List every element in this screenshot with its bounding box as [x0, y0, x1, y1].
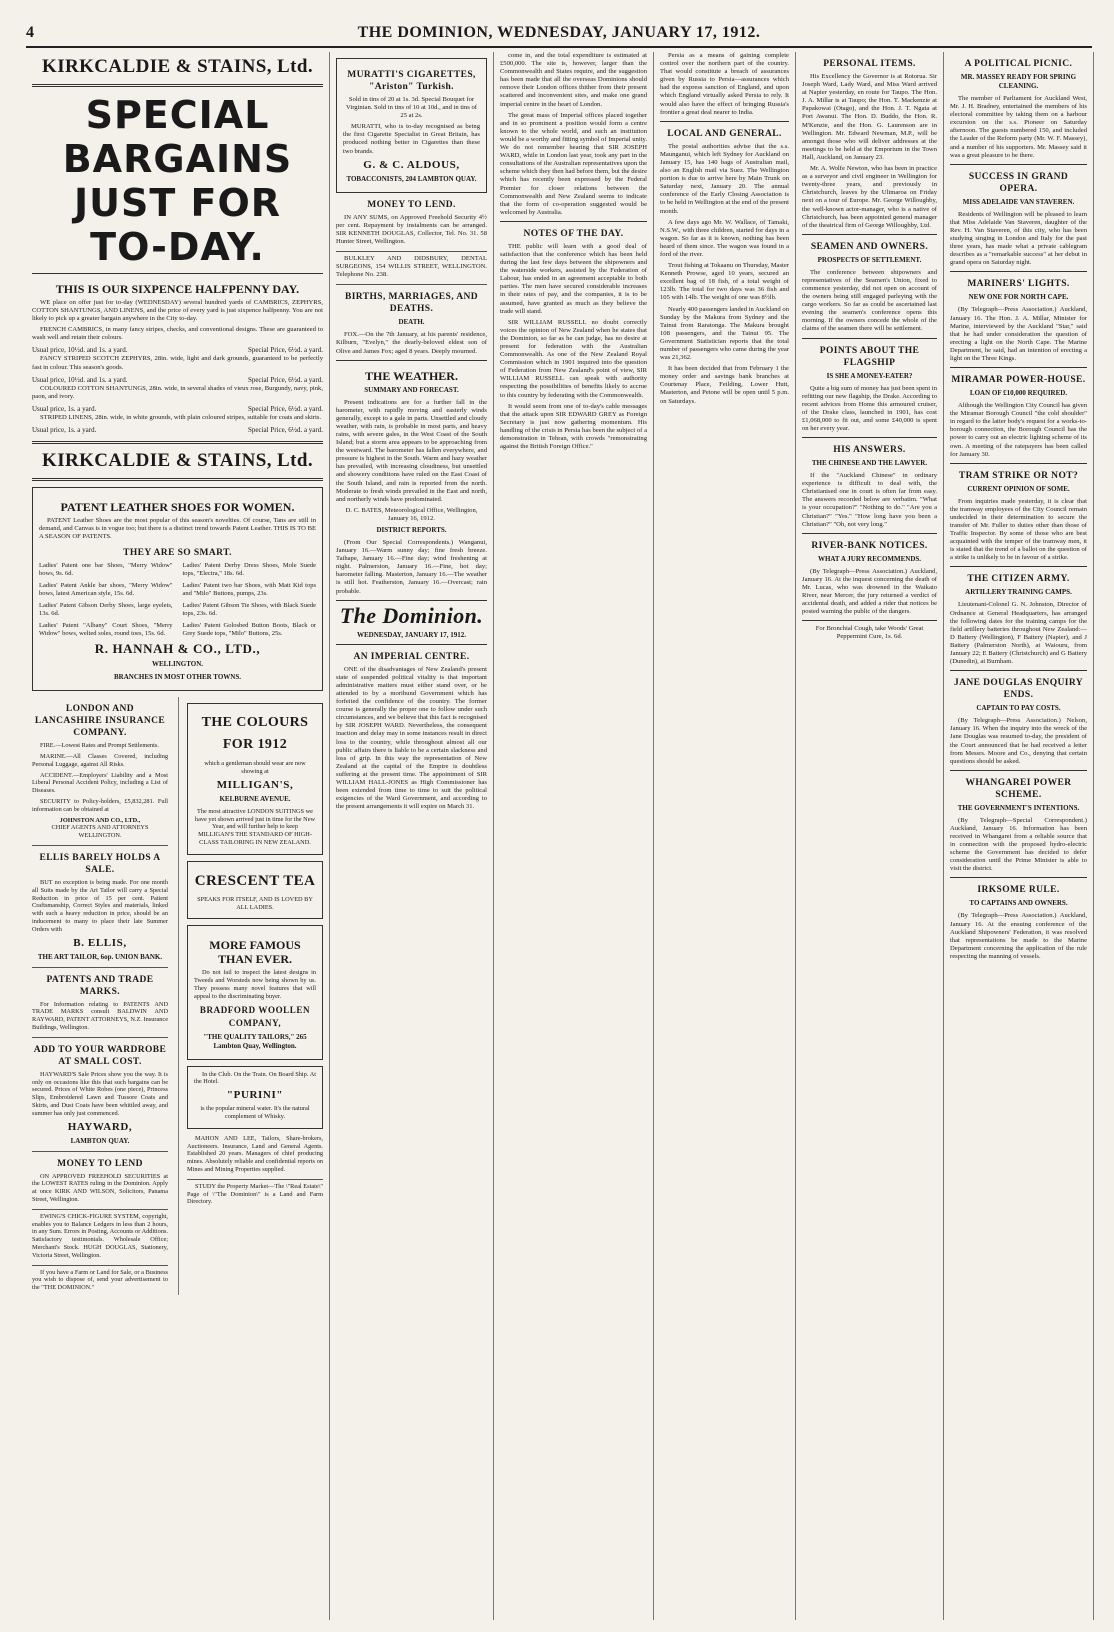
- sixpence-intro: WE place on offer just for to-day (WEDNESDAY) several hundred yards of CAMBRICS, ZEPHYRS, COTTON SHANTUNGS, AND LINENS, and the price of every yard is just sixpence halfpenny. You are not likely to pick up a greater bargain anywhere in the City to-day.: [32, 299, 323, 323]
- muratti-ad: [336, 58, 487, 193]
- forecast-heading: SUMMARY AND FORECAST.: [364, 385, 459, 394]
- editorial-text: ONE of the disadvantages of New Zealand's present state of suspended political vitality is that important administrative matters must either stand over, or be attended to by a moribund Government which has forfeited the confidence of the country. The former course is generally the proper one to follow under such circumstances, and we believe that this fact is recognised by SIR JOSEPH WARD. Nevertheless, the consequent inaction and delay may in some instances result in direct loss to the country, while throughout almost all our public affairs there is liable to be a certain slackness and loss of grip. In this way the representation of New Zealand at the capital of the Empire is doubtless suffering at the present time. The appointment of SIR WILLIAM HALL-JONES as High Commissioner has been extended from time to time to suit the political exigencies of the Ward Government, and according to the present arrangements it will expire on March 31.: [336, 665, 487, 811]
- seamen-text: The conference between shipowners and representatives of the Seamen's Union, fixed to commence yesterday, did not open on account of the owners being still engaged parleying with the cargo workers. So far as could be ascertained last evening the seamen's conference opens this morning. If the owners concede the whole of the claims of the seamen there will be settlement.: [802, 268, 937, 333]
- shoe-list: [39, 562, 316, 638]
- patents-heading: PATENTS AND TRADE MARKS.: [46, 974, 154, 997]
- district-heading: DISTRICT REPORTS.: [376, 526, 447, 534]
- shoe-item: Ladies' Patent Gibson Tie Shoes, with Black Suede tops, 23s. 6d.: [182, 602, 316, 618]
- flagship-heading: POINTS ABOUT THE FLAGSHIP: [819, 345, 920, 368]
- editorial-continued: come in, and the total expenditure is estimated at £500,000. The site is, however, larger than the Commonwealth and States require, and the suggestion has been made that all the overseas Dominions should remove their London offices thither from their present scattered and inconvenient sites, and make one grand imperial centre in the heart of London.: [500, 52, 647, 108]
- insurance-line: ACCIDENT.—Employers' Liability and a Most Liberal Personal Accident Policy, including a List of Diseases.: [32, 771, 168, 795]
- column-advertisements: [26, 52, 330, 1620]
- bargain-item-prices: [32, 375, 323, 385]
- bradford-woollen-ad: MORE FAMOUS THAN EVER. Do not fail to inspect the latest designs in Tweeds and Worsteds now being shown by us. They possess many novel features that will appeal to the discriminating buyer. BRADFORD WOOLLEN COMPANY, "THE QUALITY TAILORS," 265 Lambton Quay, Wellington.: [187, 925, 323, 1059]
- insurance-title: LONDON AND LANCASHIRE INSURANCE COMPANY.: [34, 704, 166, 739]
- lights-text: (By Telegraph—Press Association.) Auckland, January 16. The Hon. J. A. Millar, Minister for Marine, interviewed by the Auckland "Star," said that he had under consideration the question of erecting a light on the North Cape. The Marine Department, he said, had an intention of erecting a light on the Three Kings.: [950, 306, 1087, 362]
- local-text-2: A few days ago Mr. W. Wallace, of Tamaki, N.S.W., with three children, started for days in a wagon. So far as it is known, nothing has been heard of them since. The wagon was found in a ford of the river.: [660, 218, 789, 258]
- opera-text: Residents of Wellington will be pleased to learn that Miss Adelaide Van Staveren, daughter of the Rev. H. Van Staveren, of this city, who has been studying singing in London and Italy for the past three years, has made what a private cablegram describes as a "remarkable success" at her debut in grand opera on Saturday night.: [950, 210, 1087, 267]
- special-price: Special Price, 6½d. a yard.: [247, 404, 323, 413]
- ellis-heading: ELLIS BARELY HOLDS A SALE.: [39, 852, 161, 875]
- bargain-item-text: COLOURED COTTON SHANTUNGS, 28in. wide, in several shades of vieux rose, Burgundy, navy, pink, paon, and ivory.: [32, 384, 323, 400]
- army-text: Lieutenant-Colonel G. N. Johnston, Director of Ordnance at General Headquarters, has arranged the following dates for the training camps for the field artillery batteries throughout New Zealand:— D Battery (Wellington), F Battery (Napier), and J Battery (Palmerston North), at Waiouru, from January 22; E Battery (Christchurch) and G Battery (Dunedin), at Burnham.: [950, 601, 1087, 666]
- lower-ads-right: [178, 697, 323, 1295]
- local-text-4: Nearly 400 passengers landed in Auckland on Sunday by the Makura from Sydney and the Tainui from Raratonga. The Makura brought 108 passengers, and the Tainui 95. The Government Statistician reports that the total number of passengers who came during the year was 21,362.: [660, 305, 789, 362]
- whangarei-text: (By Telegraph—Special Correspondent.) Auckland, January 16. Information has been received in Whangarei from a reliable source that in connection with the proposed hydro-electric scheme the Government has decided to defer consideration until the Prime Minister is able to visit the district.: [950, 816, 1087, 873]
- hannah-location: WELLINGTON.: [151, 660, 204, 669]
- bargain-item-text: STRIPED LINENS, 28in. wide, in white grounds, with plain coloured stripes, suitable for coats and skirts.: [40, 413, 322, 421]
- insurance-agent-sub: CHIEF AGENTS AND ATTORNEYS WELLINGTON.: [51, 824, 149, 840]
- special-price: Special Price, 6½d. a yard.: [247, 375, 323, 384]
- newspaper-title: THE DOMINION, WEDNESDAY, JANUARY 17, 1912.: [357, 24, 761, 41]
- power-heading: MIRAMAR POWER-HOUSE.: [951, 375, 1086, 386]
- divider: [32, 273, 323, 274]
- money-to-lend-text: IN ANY SUMS, on Approved Freehold Security 4½ per cent. Repayment by instalments can be arranged. SIR KENNETH DOUGLAS, Collector, Tel. No. 31. 58 Hunter Street, Wellington.: [336, 213, 487, 245]
- opera-heading: SUCCESS IN GRAND OPERA.: [968, 171, 1069, 194]
- local-general-heading: LOCAL AND GENERAL.: [667, 128, 782, 139]
- divider: [32, 967, 168, 968]
- tram-heading: TRAM STRIKE OR NOT?: [958, 470, 1079, 481]
- aldous-sub: TOBACCONISTS, 204 LAMBTON QUAY.: [346, 174, 477, 183]
- hayward-sub: LAMBTON QUAY.: [70, 1136, 130, 1145]
- ellis-text: BUT no exception is being made. For one month all Suits made by the Art Tailor will carry a Special Reduction in price of 15 per cent. Patient Craftsmanship, Correct Styles and materials, linked with such a heavy reduction in price, should be an inducement to many to place their late Summer Orders with: [32, 878, 168, 933]
- hannah-branches: BRANCHES IN MOST OTHER TOWNS.: [113, 673, 241, 682]
- column-six: [944, 52, 1094, 1620]
- douglas-text: (By Telegraph—Press Association.) Nelson, January 16. When the inquiry into the wreck of the Jane Douglas was resumed to-day, the president of the Court announced that he had received a letter from Messrs. Moore and Co., denying that certain questions should be asked.: [950, 717, 1087, 765]
- personal-text-2: Mr. A. Wolfe Newton, who has been in practice as a surveyor and civil engineer in Wellington for twenty-three years, and previously in Christchurch, leaves by the Ulimaroa on Friday next on a tour of Europe. Mr. George Willoughby, the well-known actor-manager, who is a native of Christchurch, has been appointed general manager of the theatrical firm of George Willoughby, Ltd.: [802, 165, 937, 229]
- notes-heading: NOTES OF THE DAY.: [523, 228, 624, 239]
- weather-heading: THE WEATHER.: [365, 368, 458, 383]
- kirkcaldie-firm-name-repeat: KIRKCALDIE & STAINS, Ltd.: [42, 449, 313, 471]
- answers-heading: HIS ANSWERS.: [833, 445, 906, 456]
- divider: [32, 1037, 168, 1038]
- lights-heading: MARINERS' LIGHTS.: [967, 279, 1070, 290]
- lower-ads: [32, 697, 323, 1295]
- shoe-item: Ladies' Patent Golosbed Button Boots, Black or Grey Suede tops, "Milo" Buttons, 25s.: [182, 622, 316, 638]
- lights-sub: NEW ONE FOR NORTH CAPE.: [968, 293, 1069, 302]
- insurance-agent: JOHNSTON AND CO., LTD.,: [59, 816, 141, 824]
- ellis-firm: B. ELLIS,: [73, 936, 127, 949]
- shoe-item: Ladies' Patent two bar Shoes, with Matt Kid tops and "Milo" Buttons, pumps, 23s.: [182, 582, 316, 598]
- column-three: [494, 52, 654, 1620]
- notes-text: THE public will learn with a good deal of satisfaction that the conference which has been held during the last few days between the shipowners and the waterside workers, assisted by the Federation of Labour, has ended in an agreement acceptable to both parties. The men have secured considerable increases in their rates of pay, and the companies, it is to be assumed, have granted as much as they believe the trade will stand.: [500, 242, 647, 315]
- persia-text: Persia as a means of gaining complete control over the northern part of the country. That would constitute a breach of assurances given by Russia to Persia—assurances which had the express sanction of England, and upon which England virtually asked Persia to rely. It would also have the effect of bringing Russia's frontier a great deal nearer to India.: [660, 52, 789, 116]
- douglas-sub: CAPTAIN TO PAY COSTS.: [976, 704, 1061, 713]
- death-heading: DEATH.: [398, 318, 425, 327]
- personal-heading: PERSONAL ITEMS.: [823, 59, 916, 69]
- divider: [32, 1265, 168, 1266]
- divider: [32, 1151, 168, 1152]
- just-for-today-heading: JUST FOR TO-DAY.: [73, 181, 282, 269]
- bmd-heading: BIRTHS, MARRIAGES, AND DEATHS.: [344, 292, 479, 315]
- picnic-heading: A POLITICAL PICNIC.: [964, 59, 1073, 69]
- flagship-sub: IS SHE A MONEY-EATER?: [826, 371, 913, 380]
- picnic-text: The member of Parliament for Auckland West, Mr. J. H. Bradney, entertained the members of his electoral committee by taking them on a harbour excursion on the s.s. Pioneer on Saturday afternoon. The guests numbered 150, and included the Leader of the Reform party (Mr. W. F. Massey), and a number of his supporters. Mr. Massey said it was a great pleasure to be there.: [950, 95, 1087, 159]
- shoe-item: Ladies' Patent Gibson Derby Shoes, large eyelets, 13s. 6d.: [39, 602, 173, 618]
- bargain-item-prices: [32, 345, 323, 355]
- column-two: [330, 52, 494, 1620]
- power-sub: LOAN OF £10,000 REQUIRED.: [969, 389, 1068, 398]
- usual-price: Usual price, 1s. a yard.: [32, 425, 97, 434]
- shoe-item: Ladies' Patent Derby Dress Shoes, Mole Suede tops, "Electra," 18s. 6d.: [182, 562, 316, 578]
- so-smart-heading: THEY ARE SO SMART.: [123, 548, 232, 559]
- irksome-text: (By Telegraph—Press Association.) Auckland, January 16. At the ensuing conference of the Auckland Shipowners' Federation, it was resolved that representations be made to the Marine Department concerning the application of the rule respecting the manning of vessels.: [950, 912, 1087, 960]
- shoe-item: Ladies' Patent "Albany" Court Shoes, "Merry Widow" bows, welted soles, round toes, 15s. 6d.: [39, 622, 173, 638]
- usual-price: Usual price, 1s. a yard.: [32, 404, 97, 413]
- local-text-3: Trout fishing at Tokaanu on Thursday, Master Kenneth Prowse, aged 10 years, secured an excellent bag of 18 fish, of a total weight of 123lb. The total for two days was 36 fish and 105 with 14lb. The weight of one was 8½lb.: [660, 262, 789, 302]
- money-heading: MONEY TO LEND: [57, 1158, 143, 1169]
- insurance-line: SECURITY to Policy-holders, £5,832,281. Full information can be obtained at: [32, 798, 168, 813]
- tram-text: From inquiries made yesterday, it is clear that the tramway employees of the City Council remain undecided in their determination to secure the transfer of Mr. Fuller to duties other than those of Traffic Inspector. By some of those who are best acquainted with the temper of the tramway men, it is stated that the trend of a ballot on the question of a strike is unlikely to be in favour of a strike.: [950, 497, 1087, 562]
- kirkcaldie-firm-name: KIRKCALDIE & STAINS, Ltd.: [42, 56, 313, 77]
- death-notice: FOX.—On the 7th January, at his parents' residence, Kilburn, "Evelyn," the dearly-beloved eldest son of Olive and James Fox; aged 8 years. Deeply mourned.: [336, 331, 487, 355]
- bargain-item-text: FANCY STRIPED SCOTCH ZEPHYRS, 28in. wide, light and dark grounds, guaranteed to be perfectly fast in colour. This season's goods.: [32, 355, 323, 371]
- power-text: Although the Wellington City Council has given the Miramar Borough Council "the cold shoulder" in regard to the latter body's request for a works-to-borough connection, the Borough Council has the power to carry out an electric lighting scheme of its own. A meeting of the ratepayers has been called for January 30.: [950, 402, 1087, 458]
- army-heading: THE CITIZEN ARMY.: [967, 574, 1070, 585]
- divider: [32, 84, 323, 87]
- ewing-text: EWING'S CHICK-FIGURE SYSTEM, copyright, enables you to Balance Ledgers in less than 2 hours, in any Sum. Errors in Posting, Accounts or Additions. Satisfactory testimonials. Wholesale Office; Merchant's Stock. HUGH DOUGLAS, Stationery, Victoria Street, Wellington.: [32, 1212, 168, 1259]
- river-sub: WHAT A JURY RECOMMENDS.: [817, 554, 922, 563]
- local-text-5: It has been decided that from February 1 the money order and savings bank branches at Courtenay Place, Feilding, Lower Hutt, Masterton, and Petone will be open until 5 p.m. on Saturdays.: [660, 365, 789, 405]
- army-sub: ARTILLERY TRAINING CAMPS.: [965, 588, 1072, 597]
- river-heading: RIVER-BANK NOTICES.: [811, 540, 928, 551]
- shoe-item: Ladies' Patent one bar Shoes, "Merry Widow" bows, 9s. 6d.: [39, 562, 173, 578]
- lee-auctioneers-ad: MAHON AND LEE, Tailors, Share-brokers, Auctioneers. Insurance, Land and General Agents. Established 20 years. Managers of chief producing mines. Absolutely reliable and confidential reports on Mines and Mining Properties supplied.: [187, 1134, 323, 1173]
- answers-sub: THE CHINESE AND THE LAWYER.: [811, 459, 928, 468]
- wardrobe-heading: ADD TO YOUR WARDROBE AT SMALL COST.: [33, 1044, 167, 1067]
- special-price: Special Price, 6½d. a yard.: [247, 425, 323, 434]
- farm-text: If you have a Farm or Land for Sale, or a Business you wish to dispose of, send your advertisement to the "THE DOMINION.": [32, 1268, 168, 1292]
- purini-ad: In the Club. On the Train. On Board Ship. At the Hotel. "PURINI" is the popular mineral water. It's the natural complement of Whisky.: [187, 1066, 323, 1129]
- aldous-firm: G. & C. ALDOUS,: [363, 158, 460, 171]
- special-price: Special Price, 6½d. a yard.: [247, 346, 323, 355]
- notes-text-2: SIR WILLIAM RUSSELL no doubt correctly voices the opinion of New Zealand when he states that the Dominion, so far as he can judge, has no desire at present for federation with the Australian Commonwealth. As one of the New Zealand Royal Commission which in 1901 inquired into the question of Federation from New Zealand's point of view, SIR WILLIAM RUSSELL can speak with authority respecting the possibilities of benefits likely to accrue to this country by federating with the Commonwealth.: [500, 318, 647, 399]
- divider: [32, 441, 323, 444]
- colours-ad: THE COLOURS FOR 1912 which a gentleman should wear are now showing at MILLIGAN'S, KELBURNE AVENUE. The most attractive LONDON SUITINGS we have yet shown arrived just in time for the New Year, and will further help to keep MILLIGAN'S THE STANDARD OF HIGH-CLASS TAILORING IN NEW ZEALAND.: [187, 703, 323, 855]
- muratti-text: Sold in tins of 20 at 1s. 3d. Special Bouquet for Virginian. Sold in tins of 10 at 10d., and in tins of 25 at 2s.: [346, 96, 477, 120]
- bargain-item-prices: [32, 425, 323, 435]
- whangarei-sub: THE GOVERNMENT'S INTENTIONS.: [957, 803, 1080, 812]
- editorial-dateline: WEDNESDAY, JANUARY 17, 1912.: [356, 630, 467, 639]
- insurance-line: FIRE.—Lowest Rates and Prompt Settlements.: [40, 742, 159, 750]
- douglas-heading: JANE DOUGLAS ENQUIRY ENDS.: [953, 678, 1084, 701]
- flagship-text: Quite a big sum of money has just been spent in refitting our new flagship, the Drake. According to recent advices from Home this armoured cruiser, of the Drake class, launched in 1901, has cost £1,068,000 to fit out, and some £40,000 is spent on her every year.: [802, 384, 937, 432]
- column-five: [796, 52, 944, 1620]
- wardrobe-text: HAYWARD'S Sale Prices show you the way. It is only on occasions like this that such bargains can be secured. Prices of White Robes (one piece), Princess Slips, Embroidered Lawn and Tussore Coats and Skirts, and Dust Coats have been whittled away, and summer has only just commenced.: [32, 1070, 168, 1117]
- picnic-sub: MR. MASSEY READY FOR SPRING CLEANING.: [960, 73, 1077, 90]
- money-text: ON APPROVED FREEHOLD SECURITIES at the LOWEST RATES ruling in the Dominion. Apply at once KIRK AND WILSON, Solicitors, Panama Street, Wellington.: [32, 1172, 168, 1203]
- forecast-sign: D. C. BATES, Meteorological Office, Wellington, January 16, 1912.: [345, 506, 478, 522]
- divider: [32, 478, 323, 481]
- irksome-heading: IRKSOME RULE.: [977, 885, 1060, 896]
- tram-sub: CURRENT OPINION OF SOME.: [967, 484, 1070, 493]
- patent-shoes-title: PATENT LEATHER SHOES FOR WOMEN.: [60, 499, 295, 514]
- usual-price: Usual price, 10½d. and 1s. a yard.: [32, 375, 128, 384]
- special-bargains-heading: SPECIAL BARGAINS: [62, 93, 293, 181]
- usual-price: Usual price, 10½d. and 1s. a yard.: [32, 346, 128, 355]
- local-text: The postal authorities advise that the s.s. Maunganui, which left Sydney for Auckland on January 15, has 140 bags of Australian mail, also an English mail via Suez. The Wellington portion is due to arrive here by Main Trunk on Saturday next, January 20. The annual conference of the Early Closing Association is to be held in Wellington at the end of the present month.: [660, 142, 789, 215]
- patent-shoes-text: PATENT Leather Shoes are the most popular of this season's novelties. Of course, Tans are still in demand, and Canvas is in vogue too; but there is a distinct trend towards Patent Leather. THIS IS TO BE A SEASON OF PATENTS.: [39, 516, 316, 541]
- money-to-lend-heading: MONEY TO LEND.: [367, 199, 456, 210]
- insurance-line: MARINE.—All Classes Covered, including Personal Luggage, against All Risks.: [32, 753, 168, 768]
- whangarei-heading: WHANGAREI POWER SCHEME.: [965, 777, 1072, 800]
- muratti-heading: MURATTI'S CIGARETTES, "Ariston" Turkish.: [347, 70, 476, 92]
- bargain-item-prices: [32, 404, 323, 414]
- editorial-continued-2: The great mass of Imperial offices placed together and in so prominent a position would form a centre known to the whole world, and such an institution would be a worthy and fitting symbol of Imperial unity. We do not remember hearing that SIR JOSEPH WARD, while in London last year, took any part in the consultations of the Australian representatives upon the scheme which they then had before them, but the desire which has recently been expressed by the Federal Premier for closer relations between the Commonwealth and New Zealand seems to indicate that the form of co-operation suggested would be welcomed by Australia.: [500, 111, 647, 216]
- forecast-text: Present indications are for a further fall in the barometer, with rapidly moving and easterly winds generally, except to a gale in parts. Unsettled and cloudy weather, with rain, is probable in most parts, and heavy rains, with severe gales, in the West Coast of the South Island; but a storm area appears to be approaching from the westward. The barometer has fallen everywhere, and pressure is highest in the South. Warm and hazy weather has prevailed, with increasing cloudiness, but unsettled and showery conditions have ruled on the East Coast of the South Island, and rain is reported from the north. Moderate to fresh winds prevailed in the East and north, and northerly winds have predominated.: [336, 398, 487, 503]
- lower-ads-left: [32, 697, 168, 1295]
- personal-text: His Excellency the Governor is at Rotorua. Sir Joseph Ward, Lady Ward, and Miss Ward arrived at Napier yesterday, en route for Taupo. The Hon. J. A. Millar is at Taupo; the Hon. T. Mackenzie at Papakowai (Otago), and the Hon. J. T. Ngata at Port Awanui. The Hon. D. Buddo, the Hon. R. M'Kenzie, and the Hon. G. Laurenson are in Wellington. Mr. Edward Newman, M.P., will be amongst those who will deliver addresses at the meetings to be held at the Emporium in the Town Hall, Auckland, on January 23.: [802, 73, 937, 161]
- notes-text-3: It would seem from one of to-day's cable messages that the attack upon SIR EDWARD GREY as Foreign Secretary is just now gathering momentum. His handling of the crisis in Persia has been the subject of a demonstration in Tehran, with crowds "remonstrating against the British Foreign Office.": [500, 402, 647, 451]
- patent-shoes-ad: [32, 487, 323, 691]
- river-text: (By Telegraph—Press Association.) Auckland, January 16. At the inquest concerning the death of Mr. Lucas, who was drowned in the Waikato River, near Mercer, the jury returned a verdict of accidental death, and added a rider that notices be posted warning the public of the dangers.: [802, 567, 937, 616]
- shoe-item: Ladies' Patent Ankle bar shoes, "Merry Widow" bows, latest American style, 15s. 6d.: [39, 582, 173, 598]
- irksome-sub: TO CAPTAINS AND OWNERS.: [969, 899, 1068, 908]
- ellis-sub: THE ART TAILOR, 6op. UNION BANK.: [37, 952, 163, 961]
- bargain-item-text: FRENCH CAMBRICS, in many fancy stripes, checks, and conventional designs. These are guaranteed to wash well and retain their colours.: [32, 326, 323, 342]
- hayward-firm: HAYWARD,: [67, 1120, 133, 1133]
- column-four: [654, 52, 796, 1620]
- divider: [32, 845, 168, 846]
- district-text: (From Our Special Correspondents.) Wanganui, January 16.—Warm sunny day; fine fresh breeze. Taihape, January 16.—Fine day; wind freshening at night. Palmerston, January 16.—Fine, hot day; barometer falling. Masterton, January 16.—The weather is still hot. Featherston, January 16.—Overcast; rain probable.: [336, 539, 487, 595]
- masthead: [26, 22, 1092, 48]
- hannah-firm-name: R. HANNAH & CO., LTD.,: [94, 641, 261, 657]
- muratti-text-2: MURATTI, who is to-day recognised as being the first Cigarette Specialist in Great Britain, has produced nothing better in Cigarettes than these two brands.: [343, 123, 480, 155]
- crescent-tea-ad: CRESCENT TEA SPEAKS FOR ITSELF, AND IS LOVED BY ALL LADIES.: [187, 861, 323, 920]
- opera-sub: MISS ADELAIDE VAN STAVEREN.: [962, 197, 1075, 206]
- editorial-heading: AN IMPERIAL CENTRE.: [353, 651, 470, 662]
- divider: [32, 1209, 168, 1210]
- property-market-ad: STUDY the Property Market—The \"Real Estate\" Page of \"The Dominion\" is a Land and Farm Directory.: [187, 1182, 323, 1206]
- dominion-nameplate: The Dominion.: [339, 602, 484, 628]
- seamen-heading: SEAMEN AND OWNERS.: [810, 241, 929, 252]
- answers-text: If the "Auckland Chinese" in ordinary experience is difficult to deal with, the Christianised one in court is often far from easy. The answers recorded below are verbatim. "What is your occupation?" "Nothing to do." "Are you a Christian?" "Yes." "How long have you been a Christian?" "Oh, not very long.": [802, 472, 937, 528]
- cough-cure-ad: For Bronchial Cough, take Woods' Great Peppermint Cure, 1s. 6d.: [815, 625, 924, 641]
- seamen-sub: PROSPECTS OF SETTLEMENT.: [817, 255, 922, 264]
- bulkley-ad: BULKLEY AND DIDSBURY, DENTAL SURGEONS, 154 WILLIS STREET, WELLINGTON. Telephone No. 238.: [336, 255, 487, 279]
- sixpence-heading: THIS IS OUR SIXPENCE HALFPENNY DAY.: [55, 282, 300, 296]
- patents-text: For Information relating to PATENTS AND TRADE MARKS consult BALDWIN AND RAYWARD, PATENT ATTORNEYS, N.Z. Insurance Buildings, Wellington.: [32, 1000, 168, 1031]
- page-number: 4: [26, 24, 34, 41]
